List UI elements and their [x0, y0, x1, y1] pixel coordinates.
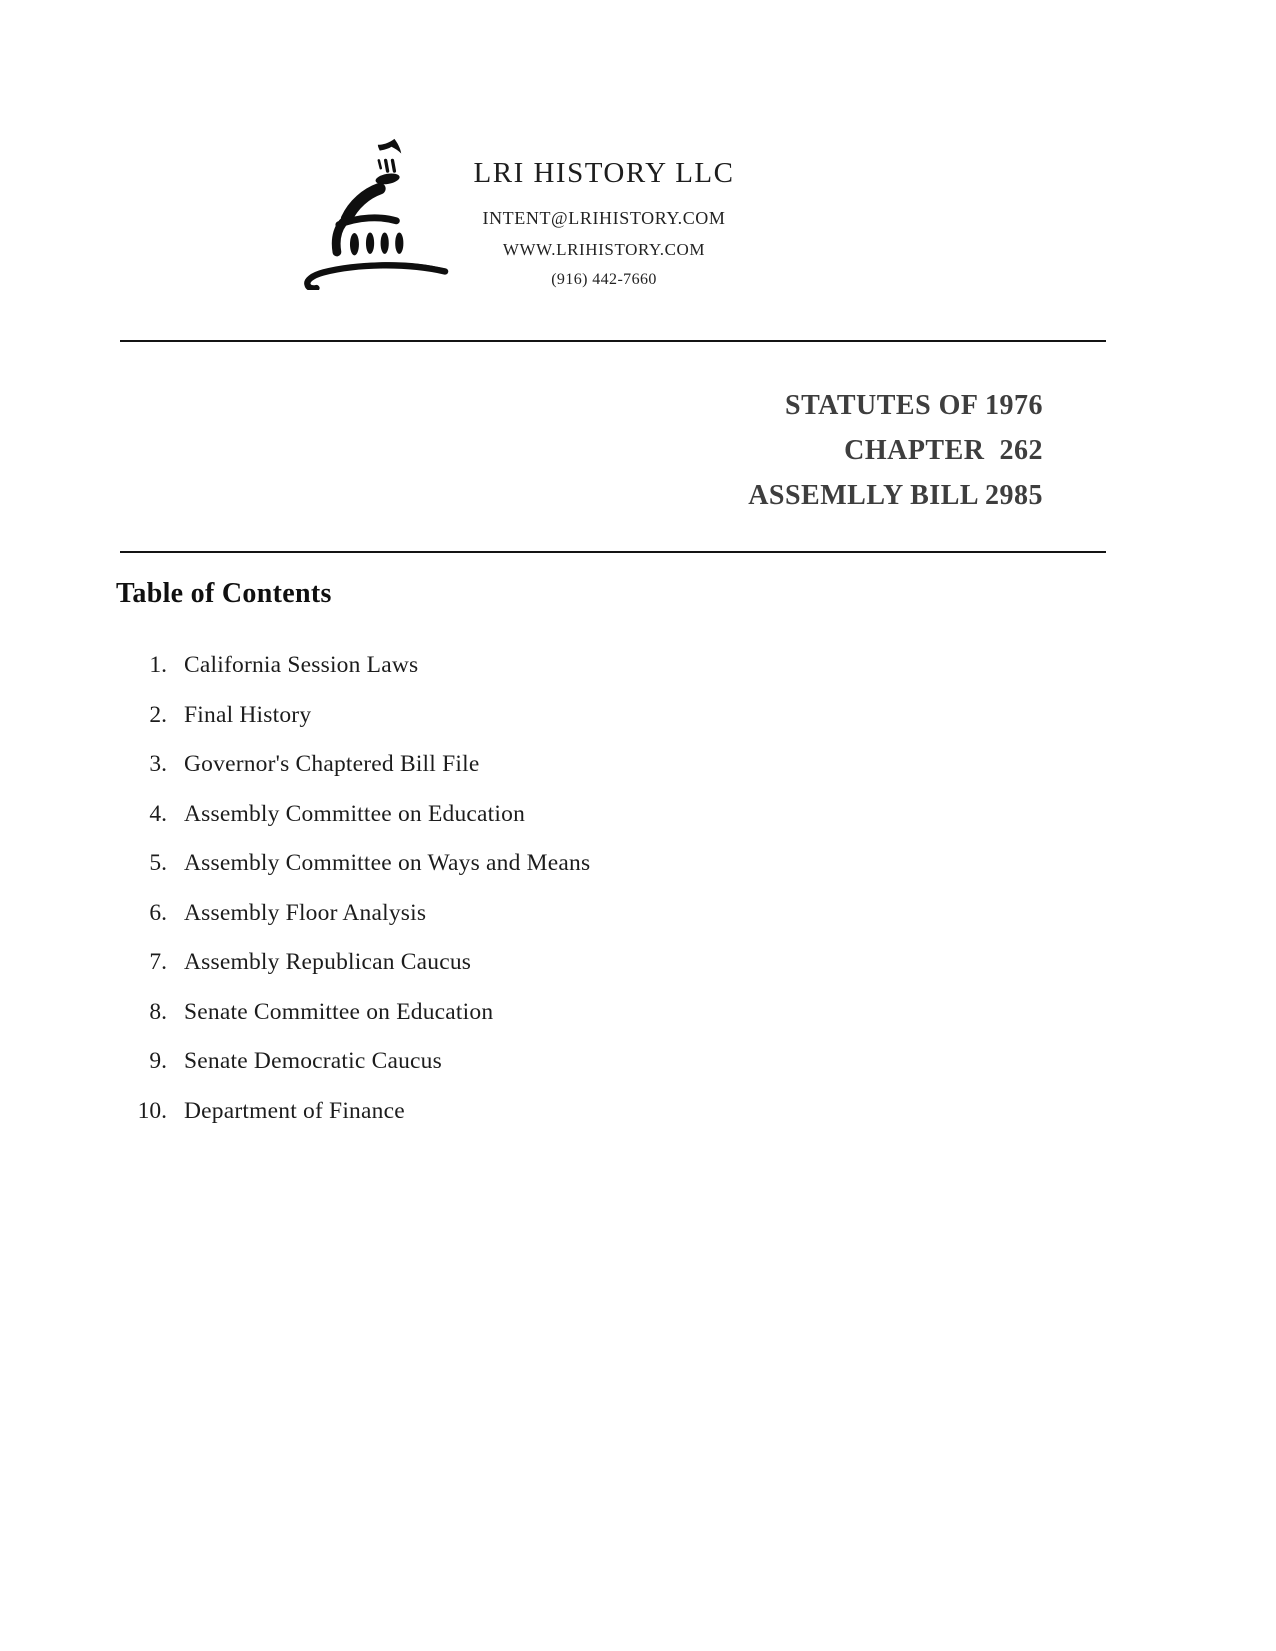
toc-item-label: Assembly Republican Caucus — [184, 949, 472, 975]
toc-item-label: Final History — [184, 701, 312, 728]
company-phone: (916) 442-7660 — [551, 271, 657, 288]
toc-item — [104, 849, 1004, 879]
toc-item-number: 8. — [149, 998, 167, 1025]
toc-item — [104, 701, 1004, 731]
toc-item-label: Assembly Committee on Ways and Means — [184, 850, 591, 876]
statute-title-block — [500, 383, 1043, 518]
statute-bill-line: ASSEMLLY BILL 2985 — [748, 480, 1043, 511]
toc-item-label: Assembly Floor Analysis — [184, 899, 427, 926]
toc-item-label: Assembly Committee on Education — [184, 800, 526, 827]
divider-top — [120, 340, 1106, 342]
statute-year-line: STATUTES OF 1976 — [785, 390, 1043, 421]
company-name: LRI HISTORY LLC — [473, 157, 735, 189]
toc-item-label: Department of Finance — [184, 1097, 405, 1124]
toc-item-number: 1. — [149, 652, 167, 678]
toc-list — [104, 651, 1004, 1146]
toc-item-number: 4. — [149, 800, 167, 827]
toc-item-number: 5. — [149, 850, 167, 876]
toc-item — [104, 651, 1004, 681]
toc-item-label: Governor's Chaptered Bill File — [184, 751, 480, 777]
toc-item-number: 2. — [149, 701, 167, 728]
toc-item-label: Senate Democratic Caucus — [184, 1048, 442, 1074]
company-contact-block — [428, 158, 780, 288]
toc-heading: Table of Contents — [116, 578, 332, 609]
toc-item-number: 7. — [149, 949, 167, 975]
toc-item — [104, 948, 1004, 978]
toc-item — [104, 800, 1004, 830]
toc-item-number: 9. — [149, 1048, 167, 1074]
toc-item — [104, 899, 1004, 929]
company-email: INTENT@LRIHISTORY.COM — [482, 208, 726, 228]
statute-chapter-line: CHAPTER 262 — [844, 435, 1043, 466]
toc-item — [104, 1097, 1004, 1127]
toc-item-label: Senate Committee on Education — [184, 998, 494, 1025]
toc-item-number: 6. — [149, 899, 167, 926]
toc-item — [104, 1047, 1004, 1077]
toc-item — [104, 750, 1004, 780]
toc-item — [104, 998, 1004, 1028]
toc-item-number: 10. — [137, 1097, 167, 1124]
company-website: WWW.LRIHISTORY.COM — [502, 240, 706, 259]
divider-bottom — [120, 551, 1106, 553]
toc-item-label: California Session Laws — [184, 652, 419, 678]
toc-item-number: 3. — [149, 751, 167, 777]
